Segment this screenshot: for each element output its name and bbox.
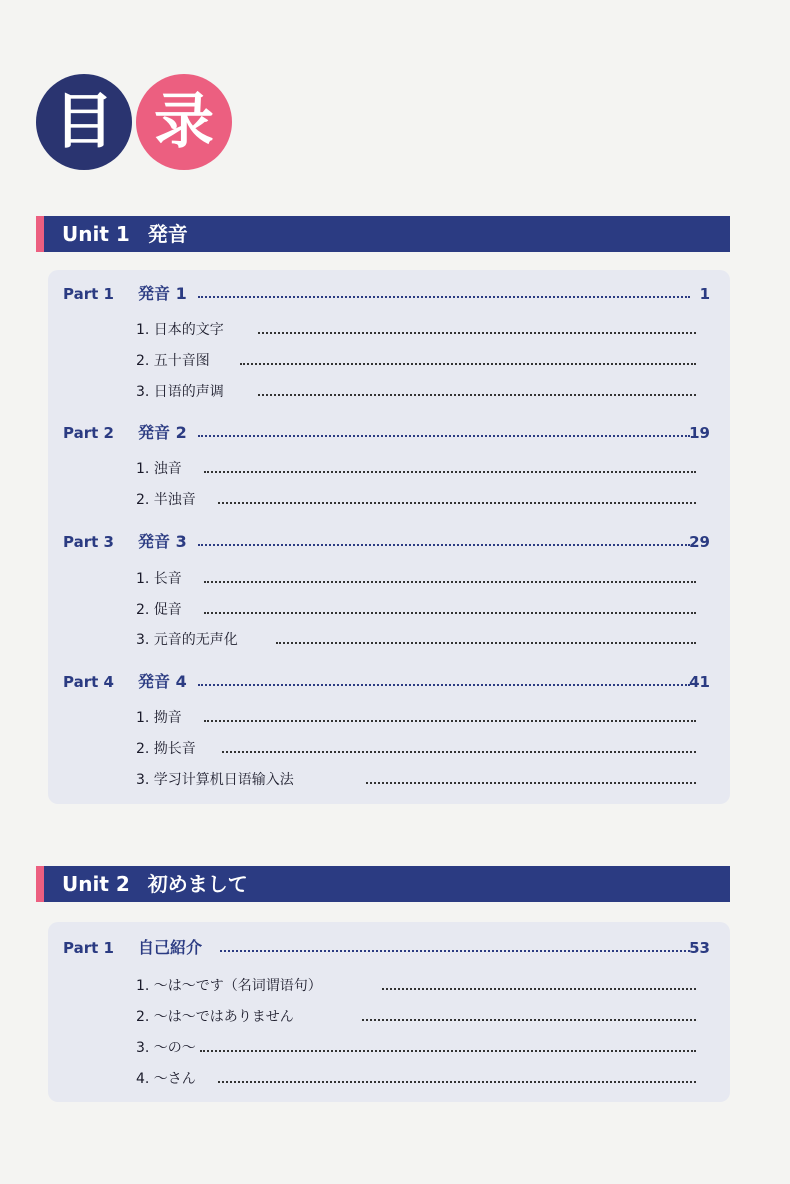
- toc-sub-item[interactable]: [48, 379, 730, 405]
- dot-leader: [204, 720, 696, 722]
- part-title: 発音 1: [138, 284, 187, 303]
- dot-leader: [200, 1050, 696, 1052]
- part-title: 自己紹介: [138, 938, 203, 957]
- sub-item-label: 1. 拗音: [136, 710, 182, 726]
- unit-accent: [36, 216, 44, 252]
- unit-label: Unit 2: [62, 872, 130, 896]
- dot-leader: [382, 988, 696, 990]
- toc-sub-item[interactable]: [48, 736, 730, 762]
- dot-leader: [222, 751, 696, 753]
- toc-sub-item[interactable]: [48, 317, 730, 343]
- dot-leader: [276, 642, 696, 644]
- unit-label: Unit 1: [62, 222, 130, 246]
- toc-part-row[interactable]: [48, 420, 730, 446]
- part-title: 発音 3: [138, 532, 187, 551]
- dot-leader: [204, 471, 696, 473]
- part-label: Part 4: [63, 673, 114, 691]
- toc-part-row[interactable]: [48, 669, 730, 695]
- sub-item-label: 2. 五十音图: [136, 353, 210, 369]
- sub-item-label: 2. ～は～ではありません: [136, 1009, 294, 1025]
- part-label: Part 2: [63, 424, 114, 442]
- dot-leader: [198, 435, 690, 437]
- sub-item-label: 2. 拗长音: [136, 741, 196, 757]
- sub-item-label: 1. ～は～です（名词谓语句）: [136, 978, 322, 994]
- toc-sub-item[interactable]: [48, 767, 730, 793]
- sub-item-label: 3. 学习计算机日语输入法: [136, 772, 294, 788]
- part-label: Part 3: [63, 533, 114, 551]
- toc-sub-item[interactable]: [48, 1066, 730, 1092]
- dot-leader: [362, 1019, 696, 1021]
- sub-item-label: 4. ～さん: [136, 1071, 196, 1087]
- toc-sub-item[interactable]: [48, 597, 730, 623]
- part-page-number: 1: [699, 285, 710, 303]
- sub-item-label: 1. 日本的文字: [136, 322, 224, 338]
- toc-sub-item[interactable]: [48, 348, 730, 374]
- unit-2-panel: [48, 922, 730, 1102]
- unit-1-header: [36, 216, 730, 252]
- toc-sub-item[interactable]: [48, 566, 730, 592]
- toc-part-row[interactable]: [48, 935, 730, 961]
- toc-sub-item[interactable]: [48, 627, 730, 653]
- dot-leader: [198, 544, 690, 546]
- toc-sub-item[interactable]: [48, 1004, 730, 1030]
- dot-leader: [366, 782, 696, 784]
- part-page-number: 53: [689, 939, 710, 957]
- toc-sub-item[interactable]: [48, 973, 730, 999]
- dot-leader: [220, 950, 690, 952]
- unit-1-panel: [48, 270, 730, 804]
- toc-sub-item[interactable]: [48, 705, 730, 731]
- dot-leader: [204, 581, 696, 583]
- sub-item-label: 1. 长音: [136, 571, 182, 587]
- unit-2-header: [36, 866, 730, 902]
- unit-accent: [36, 866, 44, 902]
- toc-sub-item[interactable]: [48, 456, 730, 482]
- sub-item-label: 3. 日语的声调: [136, 384, 224, 400]
- sub-item-label: 3. 元音的无声化: [136, 632, 238, 648]
- sub-item-label: 3. ～の～: [136, 1040, 196, 1056]
- toc-sub-item[interactable]: [48, 487, 730, 513]
- toc-part-row[interactable]: [48, 281, 730, 307]
- part-page-number: 41: [689, 673, 710, 691]
- sub-item-label: 2. 促音: [136, 602, 182, 618]
- heading-char-lu: 录: [136, 74, 232, 170]
- part-label: Part 1: [63, 285, 114, 303]
- part-title: 発音 4: [138, 672, 187, 691]
- dot-leader: [218, 1081, 696, 1083]
- dot-leader: [198, 296, 690, 298]
- dot-leader: [240, 363, 696, 365]
- part-label: Part 1: [63, 939, 114, 957]
- sub-item-label: 1. 浊音: [136, 461, 182, 477]
- dot-leader: [198, 684, 690, 686]
- part-page-number: 29: [689, 533, 710, 551]
- dot-leader: [204, 612, 696, 614]
- part-title: 発音 2: [138, 423, 187, 442]
- dot-leader: [258, 394, 696, 396]
- unit-name: 発音: [147, 222, 188, 246]
- dot-leader: [258, 332, 696, 334]
- dot-leader: [218, 502, 696, 504]
- heading-char-mu: 目: [36, 74, 132, 170]
- toc-sub-item[interactable]: [48, 1035, 730, 1061]
- part-page-number: 19: [689, 424, 710, 442]
- toc-heading: [36, 74, 246, 174]
- unit-name: 初めまして: [147, 872, 248, 896]
- toc-part-row[interactable]: [48, 529, 730, 555]
- sub-item-label: 2. 半浊音: [136, 492, 196, 508]
